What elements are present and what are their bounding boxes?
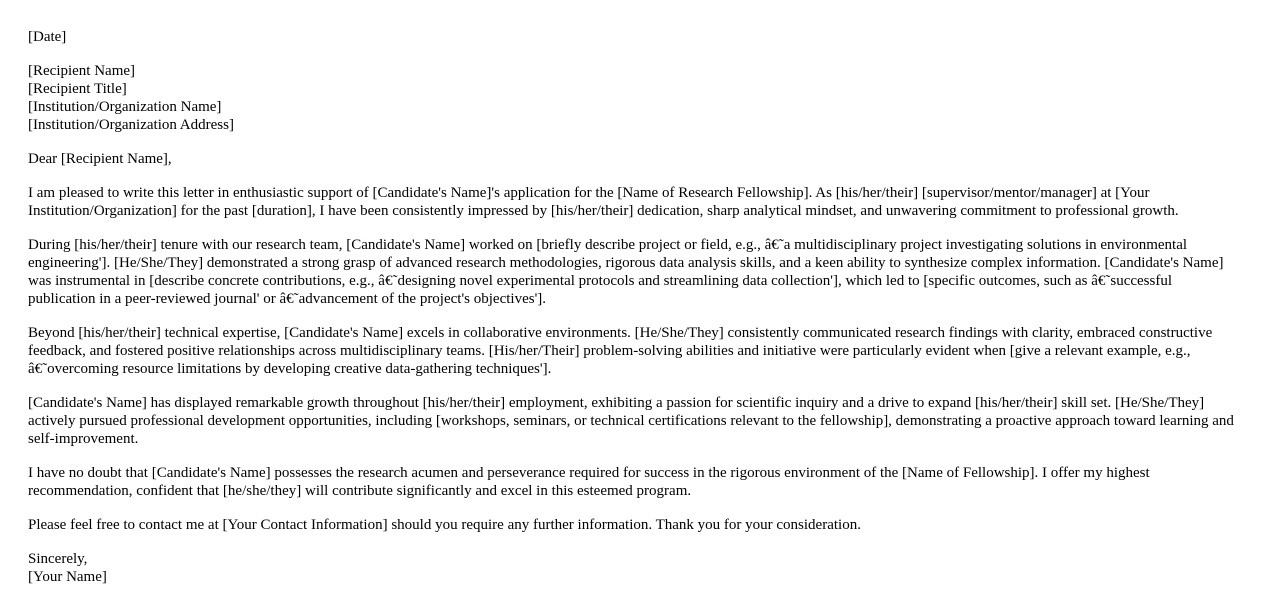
paragraph-collaboration: Beyond [his/her/their] technical expertise, [Candidate's Name] excels in collaborative environments. [He/She/They] consistently communicated research findings with clarity, embraced constructive feedback, and fostered positive relationships across multidisciplinary teams. [His/her/Their] problem-solving abilities and initiative were particularly evident when [give a relevant example, e.g., â€˜overcoming resource limitations by developing creative data-gathering techniques']. (28, 325, 1213, 377)
closing-block (28, 550, 1238, 586)
recipient-institution: [Institution/Organization Name] (28, 99, 222, 115)
paragraph-growth: [Candidate's Name] has displayed remarkable growth throughout [his/her/their] employment, exhibiting a passion for scientific inquiry and a drive to expand [his/her/their] skill set. [He/She/They] actively pursued professional development opportunities, including [workshops, seminars, or technical certifications relevant to the fellowship], demonstrating a proactive approach toward learning and self-improvement. (28, 395, 1234, 447)
paragraph-recommendation: I have no doubt that [Candidate's Name] possesses the research acumen and perseverance required for success in the rigorous environment of the [Name of Fellowship]. I offer my highest recommendation, confident that [he/she/they] will contribute significantly and excel in this esteemed program. (28, 465, 1150, 499)
recipient-title: [Recipient Title] (28, 81, 127, 97)
signature: [Your Name] (28, 569, 107, 585)
paragraph-contact: Please feel free to contact me at [Your Contact Information] should you require any further information. Thank you for your consideration. (28, 517, 861, 533)
paragraph-introduction: I am pleased to write this letter in enthusiastic support of [Candidate's Name]'s application for the [Name of Research Fellowship]. As [his/her/their] [supervisor/mentor/manager] at [Your Institution/Organization] for the past [duration], I have been consistently impressed by [his/her/their] dedication, sharp analytical mindset, and unwavering commitment to professional growth. (28, 185, 1179, 219)
paragraph-research-work: During [his/her/their] tenure with our research team, [Candidate's Name] worked on [briefly describe project or field, e.g., â€˜a multidisciplinary project investigating solutions in environmental engineering']. [He/She/They] demonstrated a strong grasp of advanced research methodologies, rigorous data analysis skills, and a keen ability to synthesize complex information. [Candidate's Name] was instrumental in [describe concrete contributions, e.g., â€˜designing novel experimental protocols and streamlining data collection'], which led to [specific outcomes, such as â€˜successful publication in a peer-reviewed journal' or â€˜advancement of the project's objectives']. (28, 237, 1224, 307)
recipient-block (28, 62, 1238, 134)
closing: Sincerely, (28, 551, 88, 567)
letter-date: [Date] (28, 29, 67, 45)
recipient-name: [Recipient Name] (28, 63, 136, 79)
recipient-address: [Institution/Organization Address] (28, 117, 234, 133)
salutation: Dear [Recipient Name], (28, 151, 172, 167)
